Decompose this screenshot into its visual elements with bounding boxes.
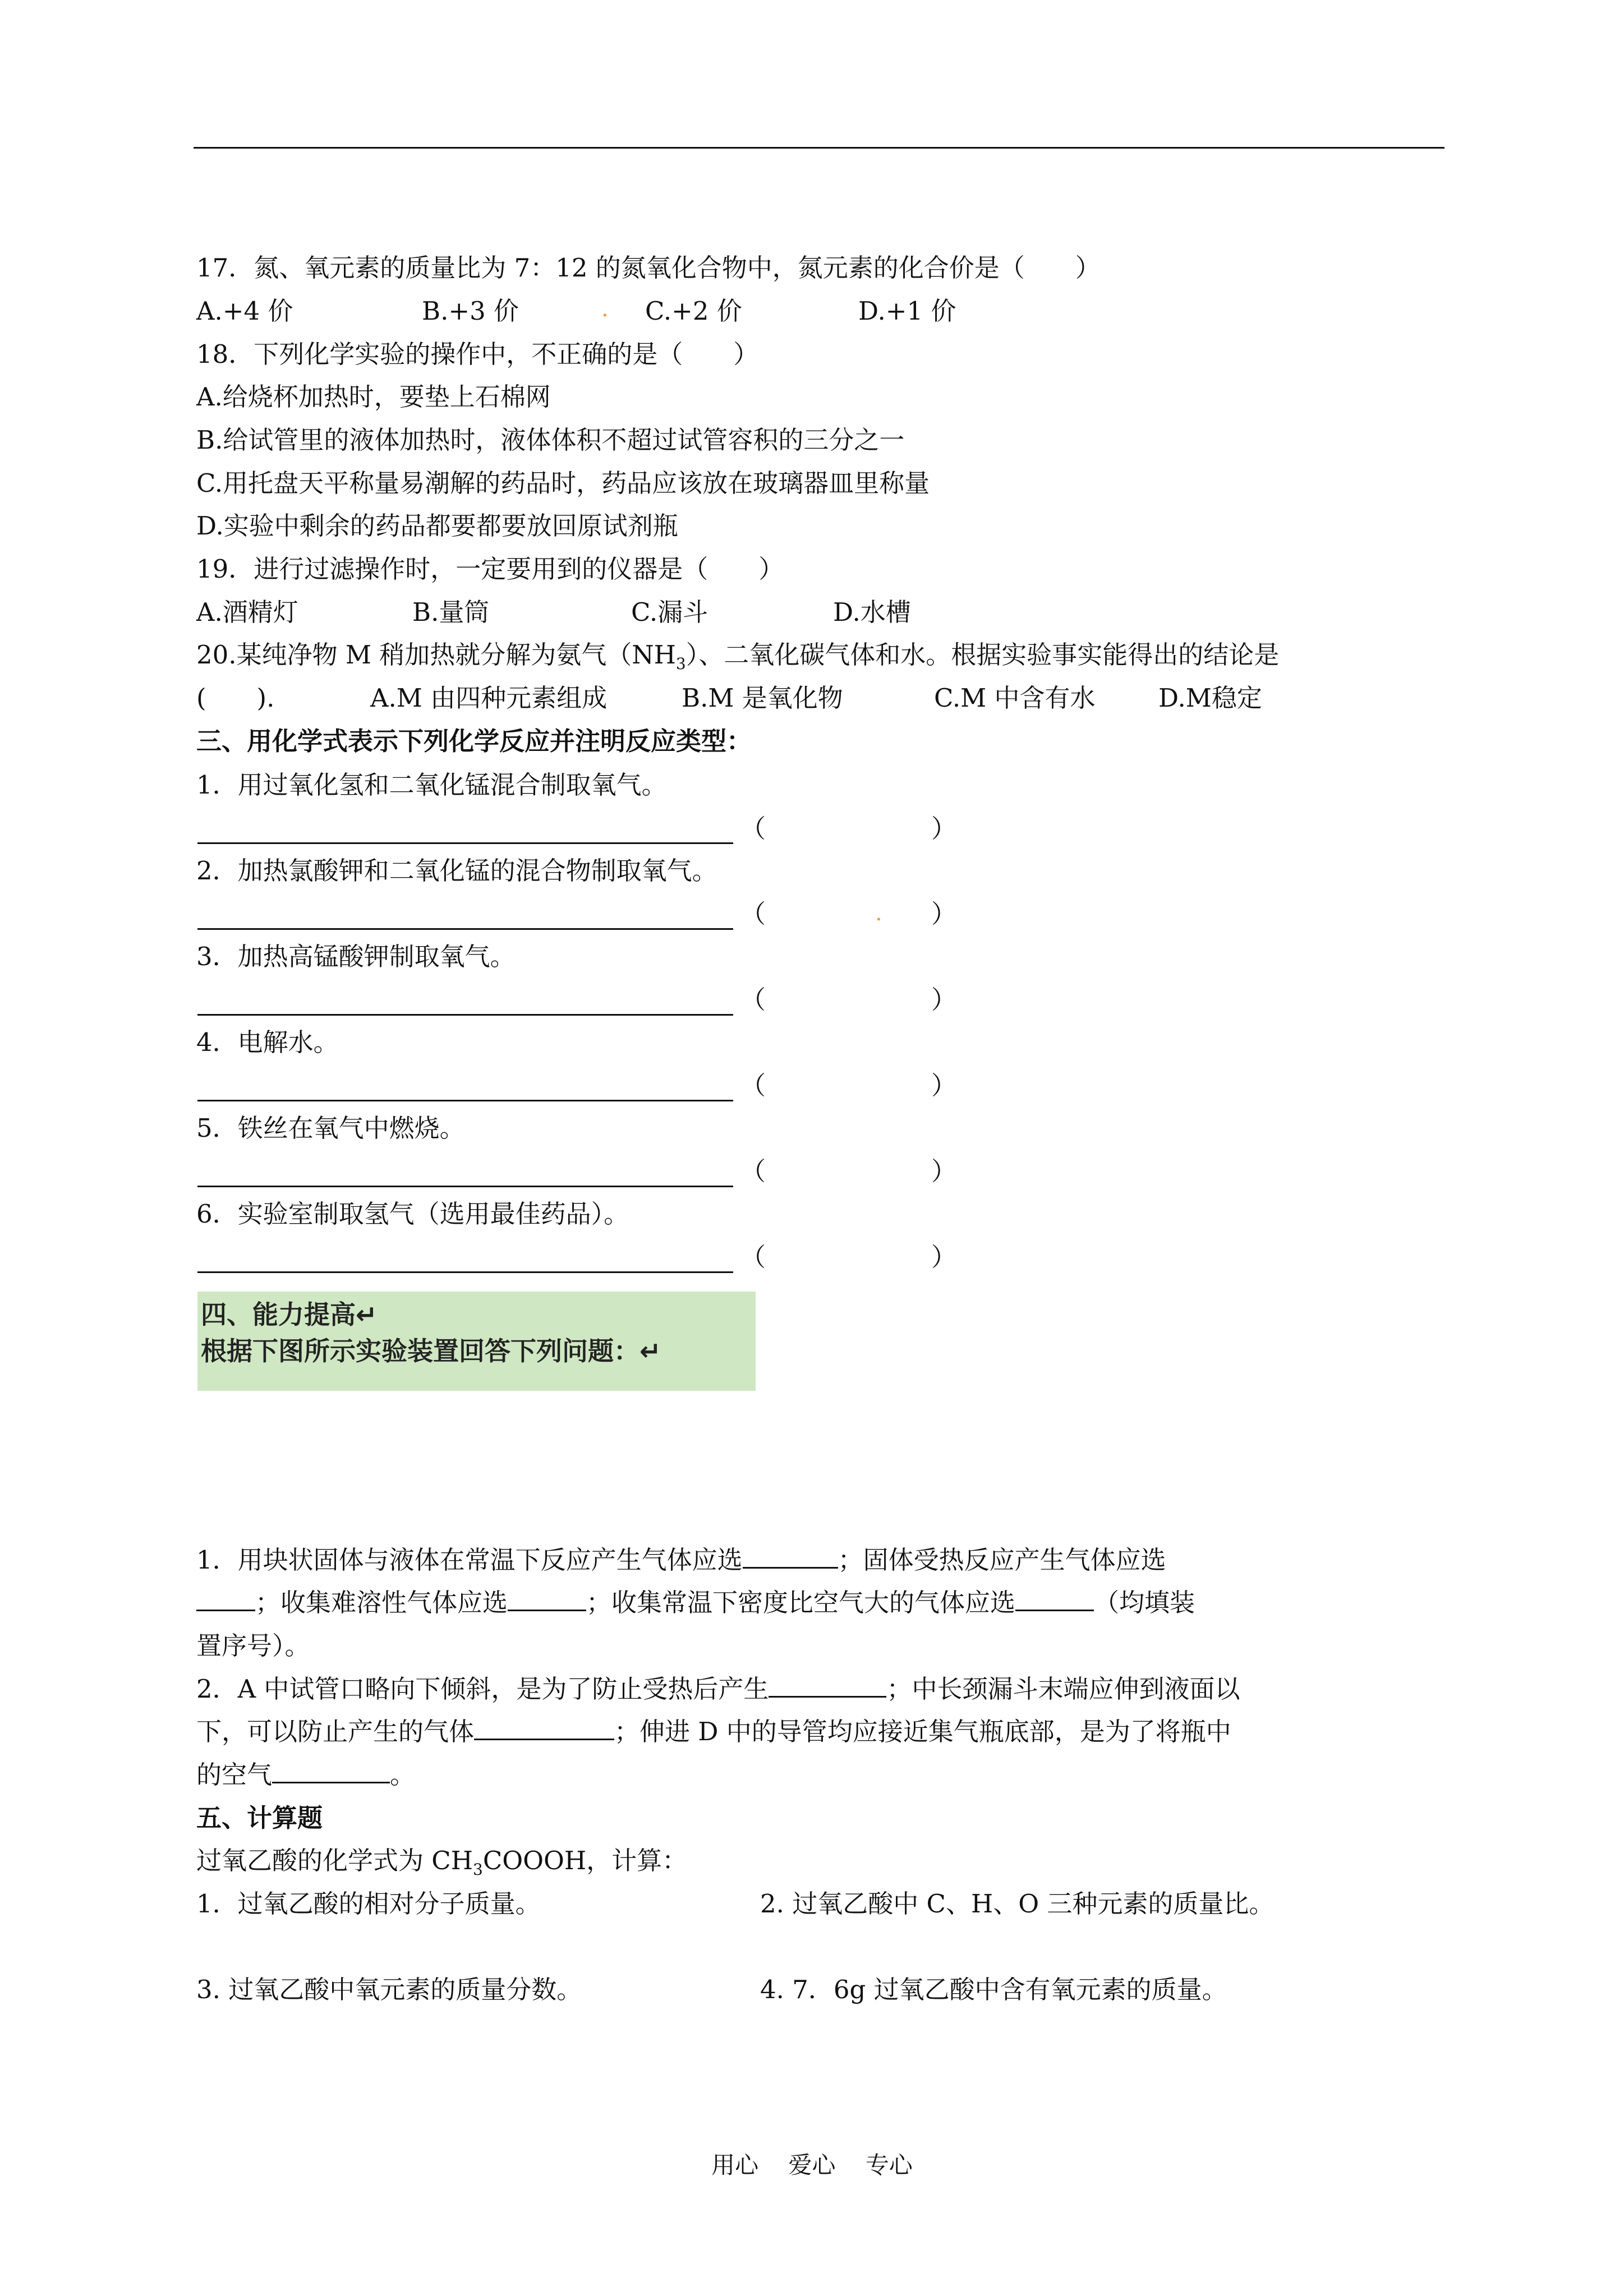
footer-word-1: 用心 bbox=[711, 2151, 759, 2179]
page-footer bbox=[0, 2147, 1624, 2180]
section4-title: 四、能力提高↵ bbox=[201, 1299, 378, 1330]
s3-item-6: 6．实验室制取氢气（选用最佳药品）。 bbox=[196, 1199, 629, 1229]
section5-subscript: 3 bbox=[472, 1860, 483, 1879]
q20-stem: 20.某纯净物 M 稍加热就分解为氨气$(NH_3)$、二氧化碳气体和水。根据实验事实能得出的结论是 bbox=[196, 640, 1280, 673]
s3-paren-open-6: （ bbox=[740, 1242, 766, 1272]
stray-mark: . bbox=[601, 296, 609, 322]
s3-answer-line-2[interactable] bbox=[197, 928, 733, 930]
s3-answer-line-1[interactable] bbox=[197, 842, 733, 844]
q18-stem: 18．下列化学实验的操作中，不正确的是（ ） bbox=[196, 339, 759, 369]
s3-paren-open-5: （ bbox=[740, 1156, 766, 1186]
s4-q1-line3: 置序号）。 bbox=[196, 1631, 310, 1661]
q18-option-c: C.用托盘天平称量易潮解的药品时，药品应该放在玻璃器皿里称量 bbox=[196, 468, 930, 498]
s4-q2-line1: 2．A 中试管口略向下倾斜，是为了防止受热后产生 ；中长颈漏斗末端应伸到液面以 bbox=[196, 1674, 1240, 1704]
s4-q1-blank-2[interactable] bbox=[196, 1587, 255, 1611]
s3-paren-close-2: ） bbox=[931, 899, 957, 929]
footer-word-3: 专心 bbox=[865, 2151, 913, 2179]
s5-item-2: 2. 过氧乙酸中 C、H、O 三种元素的质量比。 bbox=[760, 1889, 1275, 1919]
q18-option-b: B.给试管里的液体加热时，液体体积不超过试管容积的三分之一 bbox=[196, 425, 905, 455]
s3-item-1: 1．用过氧化氢和二氧化锰混合制取氧气。 bbox=[196, 770, 667, 800]
q18-option-d: D.实验中剩余的药品都要都要放回原试剂瓶 bbox=[196, 511, 678, 541]
s4-q2-blank-2[interactable] bbox=[474, 1716, 614, 1740]
s3-answer-line-4[interactable] bbox=[197, 1100, 733, 1101]
s3-paren-open-3: （ bbox=[740, 985, 766, 1015]
q20-option-a: A.M 由四种元素组成 bbox=[370, 683, 608, 713]
footer-word-2: 爱心 bbox=[788, 2151, 836, 2179]
q20-option-b: B.M 是氧化物 bbox=[682, 683, 843, 713]
s3-item-3: 3．加热高锰酸钾制取氧气。 bbox=[196, 942, 516, 971]
s3-paren-close-6: ） bbox=[931, 1242, 957, 1272]
s4-q1-blank-3[interactable] bbox=[508, 1587, 586, 1611]
s4-q2-blank-1[interactable] bbox=[769, 1673, 886, 1698]
s3-paren-close-5: ） bbox=[931, 1156, 957, 1186]
q20-paren: ( ). bbox=[196, 683, 275, 713]
s3-paren-open-2: （ bbox=[740, 899, 766, 929]
q19-option-c: C.漏斗 bbox=[631, 597, 709, 627]
s4-q2-line2: 下，可以防止产生的气体 ；伸进 D 中的导管均应接近集气瓶底部，是为了将瓶中 bbox=[196, 1717, 1231, 1746]
s5-item-4: 4. 7．6g 过氧乙酸中含有氧元素的质量。 bbox=[760, 1975, 1227, 2004]
s4-q1-line2: ；收集难溶性气体应选 ；收集常温下密度比空气大的气体应选 （均填装 bbox=[196, 1586, 1195, 1620]
s3-answer-line-3[interactable] bbox=[197, 1014, 733, 1016]
s3-answer-line-6[interactable] bbox=[197, 1271, 733, 1273]
s5-item-1: 1．过氧乙酸的相对分子质量。 bbox=[196, 1889, 541, 1919]
q17-option-a: A.+4 价 bbox=[196, 296, 293, 326]
s3-answer-line-5[interactable] bbox=[197, 1186, 733, 1187]
s4-q1-blank-1[interactable] bbox=[743, 1545, 838, 1569]
s3-paren-close-1: ） bbox=[931, 814, 957, 843]
section5-intro: 过氧乙酸的化学式为 $CH_3COOOH$，计算： bbox=[196, 1846, 688, 1879]
s3-paren-close-4: ） bbox=[931, 1071, 957, 1100]
s3-paren-open-1: （ bbox=[740, 814, 766, 843]
s3-paren-open-4: （ bbox=[740, 1071, 766, 1100]
q20-subscript: 3 bbox=[675, 654, 686, 673]
s4-q1-line1: 1．用块状固体与液体在常温下反应产生气体应选 ；固体受热反应产生气体应选 bbox=[196, 1545, 1166, 1575]
header-rule bbox=[194, 147, 1444, 149]
section4-highlight-box bbox=[197, 1292, 756, 1391]
q17-stem: 17．氮、氧元素的质量比为 7：12 的氮氧化合物中，氮元素的化合价是（ ） bbox=[196, 253, 1101, 283]
s4-q1-blank-4[interactable] bbox=[1015, 1587, 1094, 1611]
q19-stem: 19．进行过滤操作时，一定要用到的仪器是（ ） bbox=[196, 554, 784, 584]
section3-title: 三、用化学式表示下列化学反应并注明反应类型： bbox=[196, 726, 752, 756]
s4-q2-blank-3[interactable] bbox=[272, 1759, 390, 1783]
s3-item-2: 2．加热氯酸钾和二氧化锰的混合物制取氧气。 bbox=[196, 856, 717, 886]
q20-option-c: C.M 中含有水 bbox=[934, 683, 1096, 713]
section5-title: 五、计算题 bbox=[196, 1803, 323, 1833]
q17-option-c: C.+2 价 bbox=[645, 296, 742, 326]
s4-q2-line3: 的空气 。 bbox=[196, 1760, 416, 1790]
q19-option-d: D.水槽 bbox=[833, 597, 911, 627]
q17-option-b: B.+3 价 bbox=[422, 296, 519, 326]
q17-option-d: D.+1 价 bbox=[858, 296, 956, 326]
section4-instruction: 根据下图所示实验装置回答下列问题：↵ bbox=[201, 1336, 661, 1366]
s3-item-4: 4．电解水。 bbox=[196, 1027, 339, 1057]
s3-item-5: 5．铁丝在氧气中燃烧。 bbox=[196, 1113, 465, 1143]
q20-option-d: D.M稳定 bbox=[1158, 683, 1262, 713]
s3-paren-close-3: ） bbox=[931, 985, 957, 1015]
q18-option-a: A.给烧杯加热时，要垫上石棉网 bbox=[196, 382, 551, 412]
stray-mark: . bbox=[875, 900, 882, 926]
s5-item-3: 3. 过氧乙酸中氧元素的质量分数。 bbox=[196, 1975, 582, 2004]
q19-option-b: B.量筒 bbox=[412, 597, 490, 627]
q19-option-a: A.酒精灯 bbox=[196, 597, 298, 627]
